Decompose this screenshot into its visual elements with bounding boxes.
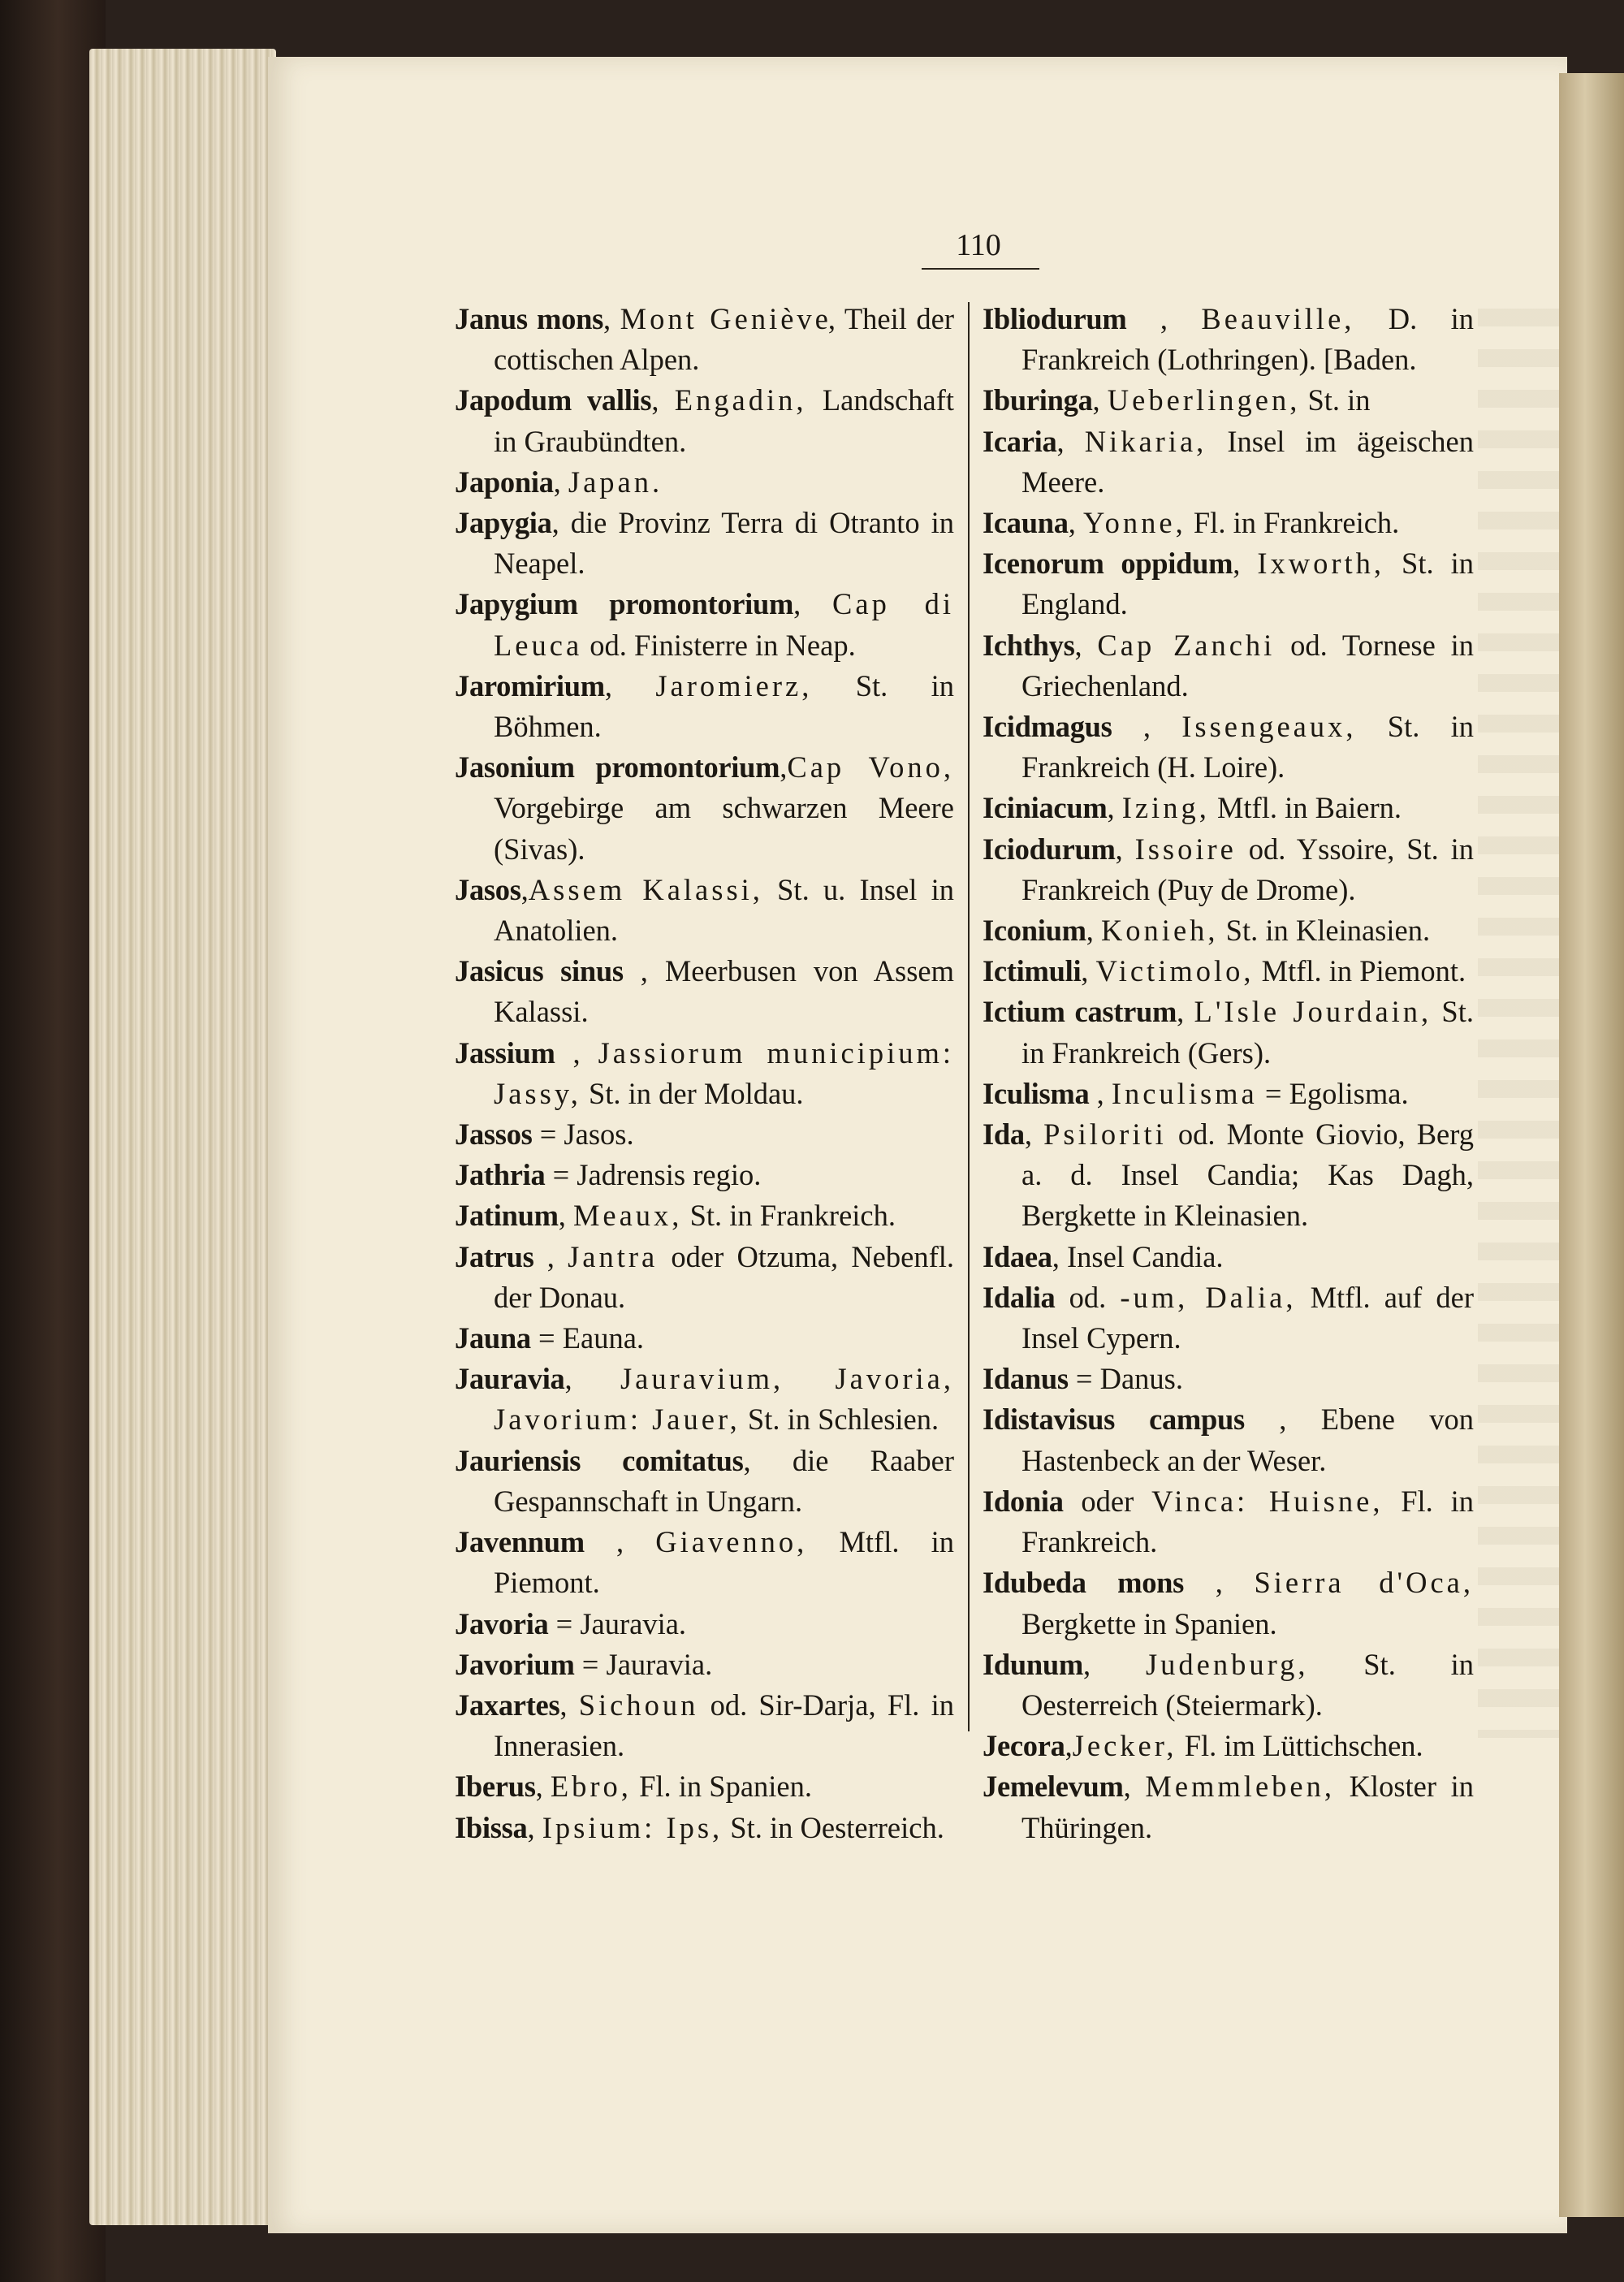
entry-description: D. in Frankreich (Lothringen). [Baden. (1021, 302, 1475, 377)
entry-separator (549, 1607, 556, 1640)
entry-headword: Ibissa (455, 1810, 528, 1844)
entry-headword: Javorium (455, 1647, 575, 1681)
entry-separator: , (1081, 954, 1096, 988)
dictionary-entry (983, 503, 1474, 543)
page-edges (89, 49, 276, 2225)
entry-modern-name: Beauville, (1201, 302, 1355, 335)
entry-separator: , (1083, 1647, 1146, 1681)
entry-description: Fl. im Lüttichschen. (1177, 1729, 1423, 1763)
entry-separator (575, 1648, 582, 1681)
entry-separator: , (520, 872, 529, 906)
entry-separator (1069, 1362, 1076, 1395)
dictionary-entry (455, 1604, 954, 1645)
dictionary-entry (983, 1645, 1474, 1726)
entry-separator: , (780, 750, 788, 784)
entry-description: St. in Kleinasien. (1218, 914, 1431, 948)
entry-description: = Eauna. (538, 1321, 645, 1355)
entry-separator: , (1065, 1729, 1073, 1763)
entry-headword: Iciodurum (983, 832, 1116, 866)
entry-description: Landschaft in Graubündten. (494, 383, 955, 458)
entry-modern-name: Vinca: Huisne, (1151, 1484, 1384, 1518)
entry-headword: Jauriensis comitatus (455, 1443, 744, 1477)
entry-separator: , (1089, 1076, 1112, 1110)
entry-description: od. Finisterre in Neap. (582, 628, 856, 662)
entry-description: St. in Frankreich (H. Loire). (1021, 710, 1474, 784)
entry-modern-name: Cap Zanchi (1097, 628, 1276, 662)
dictionary-entry (983, 788, 1474, 828)
entry-description: Fl. in Frankreich. (1186, 506, 1400, 540)
entry-headword: Idaea (983, 1239, 1052, 1273)
entry-separator: , (1024, 1117, 1044, 1152)
entry-separator (531, 1321, 538, 1355)
entry-modern-name: Cap Vono, (787, 750, 954, 784)
entry-description: St. in der Moldau. (581, 1076, 804, 1110)
entry-modern-name: Sichoun (578, 1688, 699, 1722)
entry-description: od. Monte Giovio, Berg a. d. Insel Candia; Kas Dagh, Bergkette in Kleinasien. (1021, 1117, 1475, 1233)
dictionary-entry (983, 910, 1474, 951)
entry-description: = Danus. (1075, 1362, 1183, 1396)
entry-headword: Idalia (983, 1280, 1056, 1314)
entry-modern-name: Judenburg, (1145, 1647, 1309, 1681)
entry-separator: , (533, 1239, 568, 1273)
entry-description: Insel im ägeischen Meere. (1021, 424, 1475, 499)
entry-modern-name: Jantra (568, 1239, 659, 1273)
entry-modern-name: Engadin, (674, 383, 807, 417)
page-number-rule (922, 268, 1039, 270)
entry-modern-name: Mont Genièv (620, 302, 815, 335)
dictionary-entry (983, 1766, 1474, 1848)
entry-modern-name: Ebro, (550, 1770, 632, 1804)
dictionary-entry (455, 1195, 954, 1236)
dictionary-entry (983, 1074, 1474, 1114)
entry-description: Mtfl. auf der Insel Cypern. (1021, 1280, 1474, 1355)
entry-headword: Idubeda mons (983, 1566, 1185, 1600)
entry-headword: Iconium (983, 914, 1086, 948)
entry-headword: Ictimuli (983, 954, 1082, 988)
entry-separator: , (564, 1362, 620, 1396)
entry-separator: , (1092, 383, 1108, 417)
dictionary-entry (455, 1522, 954, 1603)
entry-separator: , (553, 465, 568, 499)
entry-description: od. Tornese in Griechenland. (1021, 628, 1474, 702)
dictionary-entry (455, 1237, 954, 1318)
entry-description: Bergkette in Spanien. (1021, 1606, 1277, 1640)
entry-headword: Jaxartes (455, 1688, 560, 1722)
entry-headword: Idonia (983, 1484, 1064, 1518)
entry-modern-name: Ueberlingen, (1107, 383, 1301, 417)
entry-separator: , (527, 1810, 542, 1844)
entry-separator: , (584, 1525, 656, 1559)
entry-modern-name: Jauravium, Javoria, Javorium: Jauer, (494, 1362, 954, 1437)
entry-headword: Jauna (455, 1321, 531, 1355)
dictionary-entry (983, 992, 1474, 1073)
entry-separator: , (1068, 506, 1083, 540)
entry-separator: , (1126, 302, 1202, 335)
dictionary-entry (455, 1685, 954, 1766)
entry-separator: , (559, 1688, 579, 1722)
entry-description: die Raaber Gespannschaft in Ungarn. (494, 1443, 954, 1518)
dictionary-entry (455, 380, 954, 461)
entry-separator: , (623, 954, 665, 988)
entry-separator: , (1086, 914, 1101, 948)
right-column (983, 299, 1474, 1848)
dictionary-entry (455, 951, 954, 1032)
entry-modern-name: Victimolo, (1095, 954, 1255, 988)
column-divider (968, 302, 970, 1731)
entry-headword: Ictium castrum (983, 995, 1177, 1029)
entry-headword: Jatinum (455, 1199, 559, 1233)
entry-separator: , (1177, 995, 1194, 1029)
entry-separator: , (1123, 1770, 1146, 1804)
entry-separator: , (603, 302, 620, 335)
entry-modern-name: Konieh, (1100, 914, 1219, 948)
entry-separator: , (1115, 832, 1135, 866)
entry-headword: Iberus (455, 1770, 536, 1804)
entry-description: St. in (1300, 383, 1371, 417)
entry-separator (533, 1117, 540, 1151)
dictionary-entry (455, 747, 954, 870)
entry-headword: Iculisma (983, 1076, 1090, 1110)
entry-headword: Idanus (983, 1362, 1069, 1396)
entry-modern-name: Izing, (1121, 791, 1210, 825)
entry-headword: Iciniacum (983, 791, 1108, 825)
entry-separator: oder (1063, 1484, 1152, 1518)
dictionary-entry (983, 1399, 1474, 1480)
entry-headword: Idistavisus campus (983, 1402, 1245, 1437)
entry-separator: , (793, 587, 833, 621)
entry-separator: , (1052, 1239, 1067, 1273)
dictionary-entry (455, 1441, 954, 1522)
entry-description: St. in Frankreich (Gers). (1021, 995, 1474, 1070)
entry-modern-name: Sierra d'Oca, (1254, 1566, 1474, 1600)
dictionary-entry (983, 1277, 1474, 1359)
entry-description: die Provinz Terra di Otranto in Neapel. (494, 506, 954, 581)
entry-headword: Janus mons (455, 302, 603, 335)
entry-modern-name: Jaromierz, (655, 668, 813, 702)
entry-modern-name: Assem Kalassi, (528, 872, 763, 906)
dictionary-entry (983, 543, 1474, 625)
entry-separator: , (1107, 791, 1122, 825)
entry-modern-name: Jecker, (1072, 1729, 1177, 1763)
entry-description: Mtfl. in Baiern. (1209, 791, 1402, 825)
entry-headword: Jecora (983, 1729, 1065, 1763)
entry-modern-name: Yonne, (1082, 506, 1186, 540)
entry-modern-name: Jassiorum municipium: Jassy, (494, 1035, 954, 1110)
entry-headword: Japygia (455, 506, 552, 540)
entry-headword: Ida (983, 1117, 1025, 1152)
dictionary-entry (983, 421, 1474, 503)
entry-separator: , (1184, 1566, 1255, 1600)
entry-headword: Icauna (983, 506, 1069, 540)
dictionary-entry (983, 625, 1474, 707)
entry-modern-name: -um, Dalia, (1120, 1280, 1297, 1314)
dictionary-entry (455, 870, 954, 951)
dictionary-entry (455, 1645, 954, 1685)
entry-separator: , (743, 1443, 793, 1477)
dictionary-entry (455, 1114, 954, 1155)
entry-headword: Icaria (983, 424, 1057, 458)
dictionary-entry (455, 584, 954, 665)
entry-headword: Ichthys (983, 628, 1075, 662)
entry-modern-name: Ipsium: Ips, (542, 1810, 723, 1844)
entry-separator: , (1244, 1402, 1321, 1437)
entry-modern-name: Issengeaux, (1181, 710, 1357, 744)
entry-modern-name: Japan. (568, 465, 663, 499)
dictionary-entry (983, 1726, 1474, 1766)
entry-headword: Jauravia (455, 1362, 565, 1396)
dictionary-entry (983, 1359, 1474, 1399)
entry-description: Ebene von Hastenbeck an der Weser. (1021, 1402, 1474, 1477)
entry-description: = Jadrensis regio. (552, 1158, 762, 1192)
entry-separator: od. (1055, 1280, 1121, 1314)
entry-description: = Jauravia. (555, 1606, 687, 1640)
entry-description: od. Yssoire, St. in Frankreich (Puy de Drome). (1021, 832, 1475, 906)
entry-description: Kloster in Thüringen. (1021, 1770, 1475, 1844)
entry-description: Insel Candia. (1066, 1239, 1224, 1273)
entry-headword: Javoria (455, 1606, 549, 1640)
dictionary-entry (983, 380, 1474, 421)
entry-modern-name: Nikaria, (1084, 424, 1207, 458)
entry-modern-name: L'Isle Jourdain, (1194, 995, 1432, 1029)
entry-description: = Egolisma. (1257, 1076, 1409, 1110)
entry-modern-name: Psiloriti (1043, 1117, 1167, 1152)
entry-separator: , (551, 506, 571, 540)
facing-page-edge (1559, 73, 1624, 2217)
entry-description: St. u. Insel in Anatolien. (494, 872, 954, 948)
entry-description: St. in Oesterreich. (723, 1810, 944, 1844)
show-through-text (1478, 309, 1559, 1738)
entry-separator: , (558, 1199, 573, 1233)
entry-headword: Icidmagus (983, 710, 1112, 744)
entry-headword: Japygium promontorium (455, 587, 794, 621)
left-column (455, 299, 954, 1848)
dictionary-entry (455, 462, 954, 503)
dictionary-entry (983, 1114, 1474, 1237)
entry-description: Fl. in Frankreich. (1021, 1484, 1474, 1559)
dictionary-entry (983, 299, 1474, 380)
entry-separator: , (1056, 424, 1085, 458)
dictionary-entry (455, 1359, 954, 1440)
entry-description: Mtfl. in Piemont. (1254, 954, 1466, 988)
entry-separator (545, 1158, 552, 1191)
entry-headword: Idunum (983, 1647, 1084, 1681)
entry-separator: , (604, 668, 656, 702)
dictionary-entry (983, 707, 1474, 788)
entry-separator: , (555, 1035, 598, 1070)
entry-separator: , (535, 1770, 551, 1804)
entry-description: St. in Schlesien. (740, 1402, 939, 1437)
entry-headword: Jemelevum (983, 1770, 1124, 1804)
entry-headword: Jaromirium (455, 668, 605, 702)
entry-description: St. in Oesterreich (Steiermark). (1021, 1647, 1474, 1722)
entry-separator: , (1074, 628, 1098, 662)
entry-headword: Japonia (455, 465, 554, 499)
entry-description: oder Otzuma, Nebenfl. der Donau. (494, 1239, 955, 1314)
entry-description: od. Sir-Darja, Fl. in Innerasien. (494, 1688, 955, 1763)
entry-separator: , (1233, 547, 1258, 581)
entry-description: St. in England. (1021, 547, 1474, 621)
entry-modern-name: Inculisma (1111, 1076, 1258, 1110)
entry-headword: Jatrus (455, 1239, 534, 1273)
entry-modern-name: Issoire (1134, 832, 1237, 866)
entry-description: = Jasos. (539, 1117, 634, 1152)
entry-separator: , (651, 383, 675, 417)
page-number: 110 (956, 228, 1001, 262)
entry-modern-name: Memmleben, (1145, 1770, 1335, 1804)
dictionary-entry (455, 503, 954, 584)
entry-headword: Jassium (455, 1035, 555, 1070)
entry-modern-name: Meaux, (572, 1199, 683, 1233)
dictionary-entry (983, 1481, 1474, 1562)
dictionary-entry (455, 1155, 954, 1195)
dictionary-entry (455, 1318, 954, 1359)
dictionary-entry (983, 1562, 1474, 1644)
dictionary-entry (455, 1766, 954, 1807)
entry-modern-name: Giavenno, (655, 1525, 808, 1559)
entry-description: e, Theil der cottischen Alpen. (494, 302, 954, 377)
entry-headword: Iburinga (983, 383, 1093, 417)
dictionary-entry (983, 1237, 1474, 1277)
entry-description: St. in Frankreich. (682, 1199, 896, 1233)
entry-description: St. in Böhmen. (494, 668, 954, 744)
dictionary-entry (455, 1033, 954, 1114)
entry-separator: , (1112, 710, 1182, 744)
dictionary-entry (983, 951, 1474, 992)
entry-description: = Jauravia. (581, 1647, 713, 1681)
entry-headword: Jasonium promontorium (455, 750, 780, 784)
entry-description: Fl. in Spanien. (631, 1770, 812, 1804)
entry-headword: Icenorum oppidum (983, 547, 1233, 581)
entry-headword: Jasos (455, 872, 521, 906)
entry-description: Mtfl. in Piemont. (494, 1525, 954, 1600)
entry-description: Vorgebirge am schwarzen Meere (Sivas). (494, 791, 954, 866)
entry-headword: Japodum vallis (455, 383, 652, 417)
dictionary-entry (455, 299, 954, 380)
dictionary-entry (983, 829, 1474, 910)
entry-modern-name: Ixworth, (1257, 547, 1385, 581)
dictionary-entry (455, 1808, 954, 1848)
entry-modern-name: Cap di Leuca (494, 587, 954, 662)
entry-headword: Jasicus sinus (455, 954, 624, 988)
entry-headword: Javennum (455, 1525, 585, 1559)
entry-headword: Jassos (455, 1117, 533, 1152)
entry-headword: Jathria (455, 1158, 546, 1192)
dictionary-entry (455, 666, 954, 747)
entry-headword: Ibliodurum (983, 302, 1127, 335)
entry-description: Meerbusen von Assem Kalassi. (494, 954, 954, 1029)
